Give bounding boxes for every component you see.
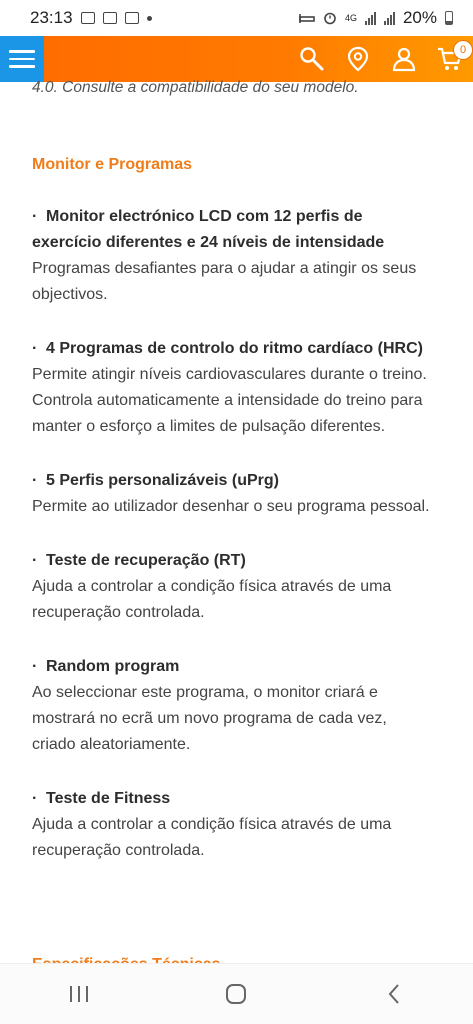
feature-title: Teste de recuperação (RT)	[46, 552, 246, 569]
location-icon[interactable]	[345, 46, 371, 72]
more-notifications-icon	[147, 16, 152, 21]
compatibility-note: 4.0. Consulte a compatibilidade do seu modelo.	[32, 79, 359, 96]
bullet: ·	[32, 208, 38, 225]
section-title: Monitor e Programas	[32, 156, 193, 173]
feature-description: Ajuda a controlar a condição física através de uma recuperação controlada.	[32, 816, 392, 859]
menu-button[interactable]	[0, 36, 44, 82]
recent-apps-icon	[68, 984, 90, 1004]
bed-icon	[299, 12, 315, 24]
feature-item	[32, 204, 432, 308]
system-nav-bar	[0, 963, 473, 1024]
menu-icon-line	[9, 58, 35, 61]
back-button[interactable]	[374, 974, 414, 1014]
menu-icon-line	[9, 50, 35, 53]
cart-button[interactable]	[437, 44, 467, 72]
feature-title: 5 Perfis personalizáveis (uPrg)	[46, 472, 279, 489]
back-icon	[387, 983, 401, 1005]
calendar-icon	[125, 12, 139, 24]
gallery-icon	[81, 12, 95, 24]
status-right	[299, 8, 453, 28]
bullet: ·	[32, 472, 38, 489]
bullet: ·	[32, 552, 38, 569]
signal-icon	[365, 12, 376, 25]
feature-description: Ajuda a controlar a condição física através de uma recuperação controlada.	[32, 578, 392, 621]
network-type: 4G	[344, 12, 357, 23]
home-icon	[225, 983, 247, 1005]
feature-item	[32, 548, 432, 626]
bullet: ·	[32, 340, 38, 357]
feature-description: Permite ao utilizador desenhar o seu programa pessoal.	[32, 498, 430, 515]
home-button[interactable]	[216, 974, 256, 1014]
alarm-icon	[323, 11, 337, 25]
battery-icon	[445, 11, 453, 25]
app-header	[0, 36, 473, 82]
user-icon[interactable]	[391, 46, 417, 72]
next-section-title	[32, 950, 221, 964]
feature-title: Monitor electrónico LCD com 12 perfis de exercício diferentes e 24 níveis de intensidade	[32, 208, 385, 251]
feature-title: Random program	[46, 658, 180, 675]
feature-description: Permite atingir níveis cardiovasculares durante o treino. Controla automaticamente a intensidade do treino para manter o esforço a limites de pulsação diferentes.	[32, 366, 427, 435]
battery-percent: 20%	[402, 8, 437, 27]
signal-icon-2	[384, 12, 395, 25]
feature-item	[32, 468, 432, 520]
feature-title: Teste de Fitness	[46, 790, 171, 807]
status-time: 23:13	[30, 8, 73, 27]
search-icon[interactable]	[299, 46, 325, 72]
product-description	[32, 78, 432, 864]
feature-item	[32, 336, 432, 440]
header-actions	[299, 36, 467, 82]
feature-description: Ao seleccionar este programa, o monitor criará e mostrará no ecrã um novo programa de cada vez, criado aleatoriamente.	[32, 684, 387, 753]
bullet: ·	[32, 790, 38, 807]
feature-item	[32, 654, 432, 758]
status-left	[30, 8, 152, 28]
feature-item	[32, 786, 432, 864]
status-bar	[0, 0, 473, 36]
bullet: ·	[32, 658, 38, 675]
menu-icon-line	[9, 65, 35, 68]
feature-description: Programas desafiantes para o ajudar a atingir os seus objectivos.	[32, 260, 417, 303]
cart-count-badge: 0	[453, 40, 473, 60]
recent-apps-button[interactable]	[59, 974, 99, 1014]
news-icon	[103, 12, 117, 24]
feature-title: 4 Programas de controlo do ritmo cardíaco (HRC)	[46, 340, 423, 357]
